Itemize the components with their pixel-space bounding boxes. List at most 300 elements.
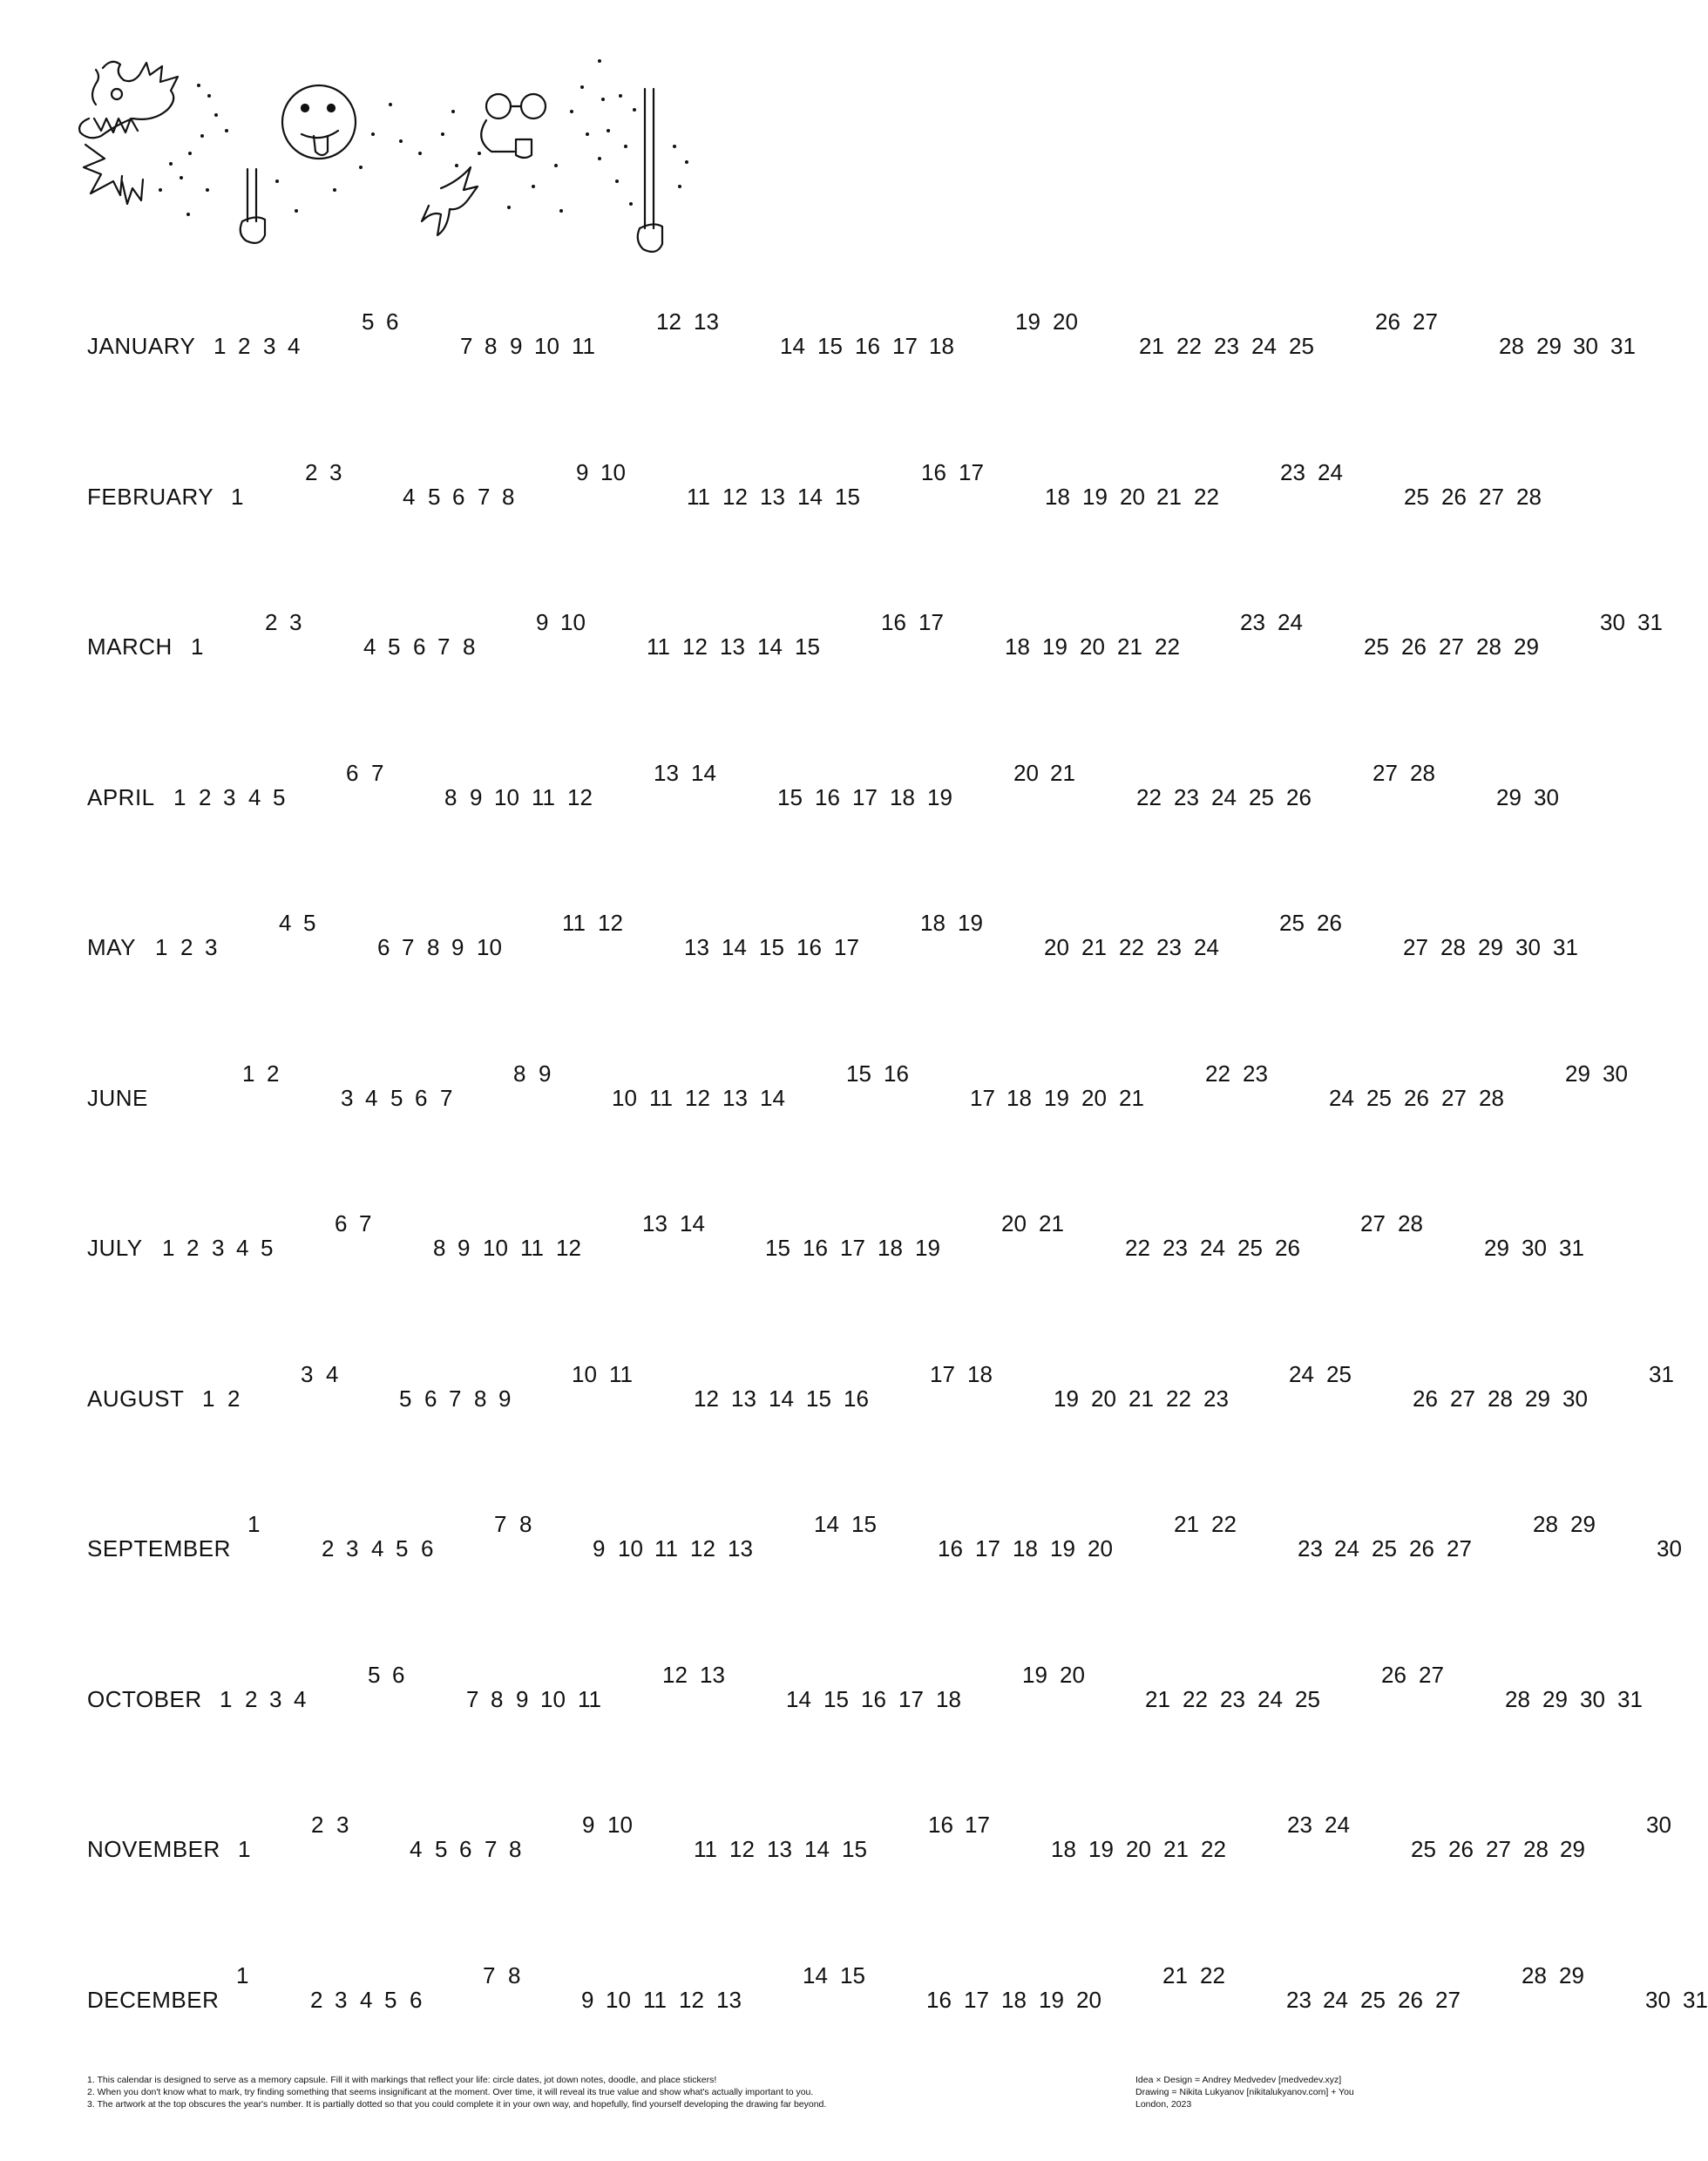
day-number[interactable]: 16 [803,1235,828,1261]
day-number-weekend[interactable]: 11 [562,910,586,936]
day-number[interactable]: 19 [1054,1385,1079,1412]
day-number-weekend[interactable]: 17 [918,609,944,635]
day-number-weekend[interactable]: 3 [336,1812,349,1838]
day-number[interactable]: 15 [842,1836,867,1862]
day-number[interactable]: 27 [1439,633,1464,660]
day-number[interactable]: 14 [722,934,747,960]
day-number[interactable]: 21 [1117,633,1142,660]
day-number[interactable]: 17 [898,1685,924,1712]
day-number-weekend[interactable]: 16 [928,1812,953,1838]
day-number[interactable]: 26 [1275,1235,1300,1261]
day-number-weekend[interactable]: 30 [1600,609,1625,635]
day-number[interactable]: 1 [173,783,186,810]
day-number[interactable]: 26 [1286,783,1312,810]
day-number[interactable]: 10 [612,1084,637,1111]
day-number[interactable]: 11 [520,1235,544,1261]
day-number[interactable]: 9 [458,1235,471,1261]
day-number[interactable]: 24 [1323,1986,1348,2013]
day-number-weekend[interactable]: 3 [301,1360,314,1387]
day-number[interactable]: 13 [760,483,785,510]
day-number[interactable]: 18 [1005,633,1030,660]
day-number-weekend[interactable]: 9 [539,1060,552,1087]
day-number-weekend[interactable]: 22 [1205,1060,1230,1087]
day-number[interactable]: 13 [767,1836,792,1862]
day-number[interactable]: 2 [199,783,212,810]
day-number[interactable]: 12 [567,783,593,810]
day-number[interactable]: 28 [1516,483,1542,510]
day-number[interactable]: 20 [1088,1535,1113,1561]
day-number[interactable]: 6 [377,934,390,960]
day-number[interactable]: 20 [1091,1385,1116,1412]
day-number[interactable]: 13 [728,1535,753,1561]
day-number-weekend[interactable]: 10 [607,1812,633,1838]
day-number-weekend[interactable]: 17 [959,458,984,485]
day-number[interactable]: 31 [1610,333,1636,359]
day-number[interactable]: 17 [892,333,918,359]
day-number[interactable]: 16 [796,934,822,960]
day-number[interactable]: 14 [797,483,823,510]
day-number-weekend[interactable]: 6 [335,1210,348,1236]
day-number[interactable]: 1 [220,1685,233,1712]
day-number-weekend[interactable]: 2 [305,458,318,485]
day-number[interactable]: 24 [1251,333,1277,359]
day-number[interactable]: 21 [1139,333,1164,359]
day-number[interactable]: 12 [685,1084,710,1111]
day-number[interactable]: 7 [485,1836,498,1862]
day-number-weekend[interactable]: 17 [930,1360,955,1387]
day-number[interactable]: 12 [556,1235,581,1261]
day-number[interactable]: 2 [245,1685,258,1712]
day-number[interactable]: 3 [205,934,218,960]
day-number[interactable]: 19 [1044,1084,1069,1111]
day-number-weekend[interactable]: 11 [609,1360,633,1387]
day-number[interactable]: 28 [1488,1385,1513,1412]
day-number-weekend[interactable]: 15 [851,1511,877,1537]
day-number[interactable]: 25 [1295,1685,1320,1712]
day-number[interactable]: 26 [1448,1836,1474,1862]
day-number[interactable]: 21 [1145,1685,1170,1712]
day-number[interactable]: 13 [731,1385,756,1412]
day-number-weekend[interactable]: 15 [840,1961,865,1988]
day-number-weekend[interactable]: 13 [700,1661,725,1688]
day-number-weekend[interactable]: 16 [884,1060,909,1087]
day-number[interactable]: 19 [927,783,952,810]
day-number-weekend[interactable]: 28 [1533,1511,1558,1537]
day-number-weekend[interactable]: 12 [598,910,623,936]
day-number[interactable]: 29 [1514,633,1539,660]
day-number-weekend[interactable]: 5 [303,910,316,936]
day-number-weekend[interactable]: 10 [560,609,586,635]
day-number[interactable]: 4 [236,1235,249,1261]
day-number[interactable]: 19 [1088,1836,1114,1862]
day-number-weekend[interactable]: 7 [483,1961,496,1988]
day-number-weekend[interactable]: 9 [536,609,549,635]
day-number[interactable]: 21 [1128,1385,1154,1412]
day-number[interactable]: 6 [415,1084,428,1111]
day-number[interactable]: 14 [804,1836,830,1862]
day-number[interactable]: 1 [191,633,204,660]
day-number[interactable]: 3 [223,783,236,810]
day-number-weekend[interactable]: 22 [1200,1961,1225,1988]
day-number-weekend[interactable]: 7 [371,759,384,786]
day-number[interactable]: 30 [1562,1385,1588,1412]
day-number[interactable]: 14 [760,1084,785,1111]
day-number-weekend[interactable]: 5 [362,308,375,335]
day-number[interactable]: 7 [466,1685,479,1712]
day-number[interactable]: 24 [1334,1535,1359,1561]
day-number[interactable]: 16 [844,1385,869,1412]
day-number[interactable]: 31 [1617,1685,1643,1712]
day-number-weekend[interactable]: 18 [920,910,946,936]
day-number[interactable]: 29 [1560,1836,1585,1862]
day-number[interactable]: 24 [1329,1084,1354,1111]
day-number[interactable]: 17 [964,1986,989,2013]
day-number[interactable]: 8 [444,783,458,810]
day-number[interactable]: 10 [494,783,519,810]
day-number[interactable]: 10 [540,1685,566,1712]
day-number[interactable]: 3 [263,333,276,359]
day-number[interactable]: 16 [926,1986,952,2013]
day-number[interactable]: 15 [824,1685,849,1712]
day-number[interactable]: 7 [478,483,491,510]
day-number-weekend[interactable]: 15 [846,1060,871,1087]
day-number[interactable]: 31 [1553,934,1578,960]
day-number[interactable]: 22 [1183,1685,1208,1712]
day-number-weekend[interactable]: 29 [1565,1060,1590,1087]
day-number[interactable]: 2 [180,934,193,960]
day-number[interactable]: 7 [449,1385,462,1412]
day-number-weekend[interactable]: 6 [346,759,359,786]
day-number[interactable]: 25 [1249,783,1274,810]
day-number-weekend[interactable]: 20 [1060,1661,1085,1688]
day-number[interactable]: 28 [1476,633,1501,660]
day-number[interactable]: 30 [1515,934,1541,960]
day-number-weekend[interactable]: 1 [247,1511,261,1537]
day-number[interactable]: 19 [1039,1986,1064,2013]
day-number-weekend[interactable]: 16 [881,609,906,635]
day-number[interactable]: 14 [757,633,783,660]
day-number-weekend[interactable]: 26 [1381,1661,1406,1688]
day-number[interactable]: 27 [1435,1986,1461,2013]
day-number[interactable]: 22 [1201,1836,1226,1862]
day-number-weekend[interactable]: 14 [691,759,716,786]
day-number[interactable]: 9 [498,1385,512,1412]
day-number[interactable]: 25 [1237,1235,1263,1261]
day-number[interactable]: 10 [483,1235,508,1261]
day-number[interactable]: 21 [1119,1084,1144,1111]
day-number[interactable]: 4 [294,1685,307,1712]
day-number[interactable]: 25 [1372,1535,1397,1561]
day-number[interactable]: 25 [1360,1986,1386,2013]
day-number[interactable]: 3 [335,1986,348,2013]
day-number[interactable]: 4 [365,1084,378,1111]
day-number[interactable]: 16 [861,1685,886,1712]
day-number-weekend[interactable]: 13 [694,308,719,335]
day-number-weekend[interactable]: 16 [921,458,946,485]
day-number[interactable]: 15 [795,633,820,660]
day-number[interactable]: 8 [485,333,498,359]
day-number-weekend[interactable]: 7 [494,1511,507,1537]
day-number-weekend[interactable]: 17 [965,1812,990,1838]
day-number[interactable]: 18 [1013,1535,1038,1561]
day-number[interactable]: 22 [1125,1235,1150,1261]
day-number-weekend[interactable]: 25 [1326,1360,1352,1387]
day-number[interactable]: 2 [310,1986,323,2013]
day-number[interactable]: 29 [1542,1685,1568,1712]
day-number[interactable]: 5 [261,1235,274,1261]
day-number[interactable]: 11 [647,633,670,660]
day-number[interactable]: 10 [477,934,502,960]
day-number[interactable]: 7 [460,333,473,359]
day-number[interactable]: 18 [1051,1836,1076,1862]
day-number[interactable]: 9 [581,1986,594,2013]
day-number[interactable]: 18 [890,783,915,810]
day-number-weekend[interactable]: 2 [265,609,278,635]
day-number[interactable]: 12 [722,483,748,510]
day-number[interactable]: 25 [1366,1084,1392,1111]
day-number-weekend[interactable]: 2 [267,1060,280,1087]
day-number[interactable]: 8 [502,483,515,510]
day-number[interactable]: 23 [1162,1235,1188,1261]
day-number[interactable]: 18 [929,333,954,359]
day-number[interactable]: 26 [1398,1986,1423,2013]
day-number[interactable]: 24 [1194,934,1219,960]
day-number[interactable]: 27 [1450,1385,1475,1412]
day-number-weekend[interactable]: 27 [1372,759,1398,786]
day-number[interactable]: 27 [1479,483,1504,510]
day-number-weekend[interactable]: 10 [600,458,626,485]
day-number[interactable]: 12 [694,1385,719,1412]
day-number[interactable]: 20 [1081,1084,1107,1111]
day-number-weekend[interactable]: 31 [1637,609,1663,635]
day-number[interactable]: 19 [1042,633,1068,660]
day-number[interactable]: 9 [510,333,523,359]
day-number-weekend[interactable]: 21 [1050,759,1075,786]
day-number[interactable]: 3 [346,1535,359,1561]
day-number[interactable]: 1 [162,1235,175,1261]
day-number[interactable]: 30 [1645,1986,1671,2013]
day-number[interactable]: 17 [834,934,859,960]
day-number[interactable]: 6 [413,633,426,660]
day-number[interactable]: 23 [1286,1986,1312,2013]
day-number[interactable]: 16 [855,333,880,359]
day-number[interactable]: 17 [975,1535,1000,1561]
day-number-weekend[interactable]: 9 [576,458,589,485]
day-number[interactable]: 13 [716,1986,742,2013]
day-number[interactable]: 10 [534,333,559,359]
day-number[interactable]: 19 [1050,1535,1075,1561]
day-number[interactable]: 8 [433,1235,446,1261]
day-number-weekend[interactable]: 26 [1375,308,1400,335]
day-number[interactable]: 27 [1403,934,1428,960]
day-number-weekend[interactable]: 5 [368,1661,381,1688]
day-number-weekend[interactable]: 1 [242,1060,255,1087]
day-number[interactable]: 11 [649,1084,673,1111]
day-number[interactable]: 28 [1523,1836,1549,1862]
day-number-weekend[interactable]: 14 [814,1511,839,1537]
day-number[interactable]: 23 [1156,934,1182,960]
day-number[interactable]: 19 [915,1235,940,1261]
day-number-weekend[interactable]: 14 [680,1210,705,1236]
day-number-weekend[interactable]: 31 [1649,1360,1674,1387]
day-number[interactable]: 30 [1534,783,1559,810]
day-number[interactable]: 22 [1166,1385,1191,1412]
day-number[interactable]: 27 [1486,1836,1511,1862]
day-number[interactable]: 20 [1120,483,1145,510]
day-number[interactable]: 29 [1536,333,1562,359]
day-number[interactable]: 9 [470,783,483,810]
day-number-weekend[interactable]: 26 [1317,910,1342,936]
day-number[interactable]: 13 [720,633,745,660]
day-number[interactable]: 17 [852,783,878,810]
day-number[interactable]: 15 [817,333,843,359]
day-number[interactable]: 16 [938,1535,963,1561]
day-number[interactable]: 5 [396,1535,409,1561]
day-number-weekend[interactable]: 30 [1603,1060,1628,1087]
day-number[interactable]: 18 [878,1235,903,1261]
day-number[interactable]: 2 [322,1535,335,1561]
day-number[interactable]: 22 [1194,483,1219,510]
day-number[interactable]: 20 [1126,1836,1151,1862]
day-number-weekend[interactable]: 25 [1279,910,1305,936]
day-number-weekend[interactable]: 1 [236,1961,249,1988]
day-number[interactable]: 20 [1044,934,1069,960]
day-number-weekend[interactable]: 27 [1360,1210,1386,1236]
day-number[interactable]: 28 [1499,333,1524,359]
day-number[interactable]: 22 [1155,633,1180,660]
day-number[interactable]: 7 [440,1084,453,1111]
day-number[interactable]: 11 [572,333,595,359]
day-number-weekend[interactable]: 22 [1211,1511,1237,1537]
day-number-weekend[interactable]: 20 [1013,759,1039,786]
day-number[interactable]: 31 [1683,1986,1708,2013]
day-number-weekend[interactable]: 19 [1022,1661,1047,1688]
day-number[interactable]: 29 [1478,934,1503,960]
day-number[interactable]: 29 [1525,1385,1550,1412]
day-number[interactable]: 8 [427,934,440,960]
day-number[interactable]: 16 [815,783,840,810]
day-number[interactable]: 30 [1580,1685,1605,1712]
day-number[interactable]: 9 [516,1685,529,1712]
day-number[interactable]: 20 [1076,1986,1101,2013]
day-number-weekend[interactable]: 21 [1162,1961,1188,1988]
day-number-weekend[interactable]: 18 [967,1360,993,1387]
day-number[interactable]: 24 [1257,1685,1283,1712]
day-number-weekend[interactable]: 19 [1015,308,1040,335]
day-number-weekend[interactable]: 29 [1570,1511,1596,1537]
day-number[interactable]: 15 [835,483,860,510]
day-number[interactable]: 26 [1441,483,1467,510]
day-number[interactable]: 31 [1559,1235,1584,1261]
day-number-weekend[interactable]: 29 [1559,1961,1584,1988]
day-number[interactable]: 14 [786,1685,811,1712]
day-number[interactable]: 23 [1174,783,1199,810]
day-number[interactable]: 17 [840,1235,865,1261]
day-number-weekend[interactable]: 14 [803,1961,828,1988]
day-number[interactable]: 29 [1484,1235,1509,1261]
day-number[interactable]: 4 [360,1986,373,2013]
day-number[interactable]: 4 [248,783,261,810]
day-number[interactable]: 27 [1447,1535,1472,1561]
day-number[interactable]: 26 [1413,1385,1438,1412]
day-number[interactable]: 30 [1657,1535,1682,1561]
day-number[interactable]: 15 [777,783,803,810]
day-number[interactable]: 24 [1211,783,1237,810]
day-number-weekend[interactable]: 21 [1039,1210,1064,1236]
day-number-weekend[interactable]: 24 [1278,609,1303,635]
day-number[interactable]: 13 [722,1084,748,1111]
day-number[interactable]: 23 [1203,1385,1229,1412]
day-number[interactable]: 5 [428,483,441,510]
day-number-weekend[interactable]: 23 [1240,609,1265,635]
day-number-weekend[interactable]: 12 [656,308,681,335]
day-number[interactable]: 6 [459,1836,472,1862]
day-number[interactable]: 11 [643,1986,667,2013]
day-number[interactable]: 19 [1082,483,1108,510]
day-number[interactable]: 26 [1409,1535,1434,1561]
day-number[interactable]: 11 [687,483,710,510]
day-number-weekend[interactable]: 6 [392,1661,405,1688]
day-number[interactable]: 3 [269,1685,282,1712]
day-number[interactable]: 6 [452,483,465,510]
day-number[interactable]: 6 [424,1385,437,1412]
day-number[interactable]: 23 [1214,333,1239,359]
day-number-weekend[interactable]: 13 [642,1210,668,1236]
day-number[interactable]: 6 [421,1535,434,1561]
day-number[interactable]: 9 [593,1535,606,1561]
day-number[interactable]: 20 [1080,633,1105,660]
day-number-weekend[interactable]: 8 [513,1060,526,1087]
day-number[interactable]: 10 [606,1986,631,2013]
day-number[interactable]: 8 [463,633,476,660]
day-number[interactable]: 10 [618,1535,643,1561]
day-number[interactable]: 4 [288,333,301,359]
day-number[interactable]: 1 [231,483,244,510]
day-number[interactable]: 27 [1441,1084,1467,1111]
day-number[interactable]: 23 [1220,1685,1245,1712]
day-number-weekend[interactable]: 6 [386,308,399,335]
day-number-weekend[interactable]: 24 [1289,1360,1314,1387]
day-number[interactable]: 7 [402,934,415,960]
day-number-weekend[interactable]: 28 [1410,759,1435,786]
day-number-weekend[interactable]: 13 [654,759,679,786]
day-number-weekend[interactable]: 10 [572,1360,597,1387]
day-number[interactable]: 22 [1119,934,1144,960]
day-number[interactable]: 2 [186,1235,200,1261]
day-number[interactable]: 25 [1404,483,1429,510]
day-number[interactable]: 7 [437,633,451,660]
day-number-weekend[interactable]: 3 [329,458,342,485]
day-number[interactable]: 12 [682,633,708,660]
day-number[interactable]: 4 [371,1535,384,1561]
day-number[interactable]: 8 [491,1685,504,1712]
day-number-weekend[interactable]: 27 [1419,1661,1444,1688]
day-number[interactable]: 21 [1081,934,1107,960]
day-number[interactable]: 5 [399,1385,412,1412]
day-number[interactable]: 5 [388,633,401,660]
day-number-weekend[interactable]: 24 [1318,458,1343,485]
day-number-weekend[interactable]: 4 [326,1360,339,1387]
day-number[interactable]: 11 [532,783,555,810]
day-number[interactable]: 29 [1496,783,1522,810]
day-number[interactable]: 24 [1200,1235,1225,1261]
day-number-weekend[interactable]: 19 [958,910,983,936]
day-number[interactable]: 11 [578,1685,601,1712]
day-number-weekend[interactable]: 30 [1646,1812,1671,1838]
day-number[interactable]: 2 [227,1385,241,1412]
day-number[interactable]: 15 [759,934,784,960]
day-number[interactable]: 5 [273,783,286,810]
